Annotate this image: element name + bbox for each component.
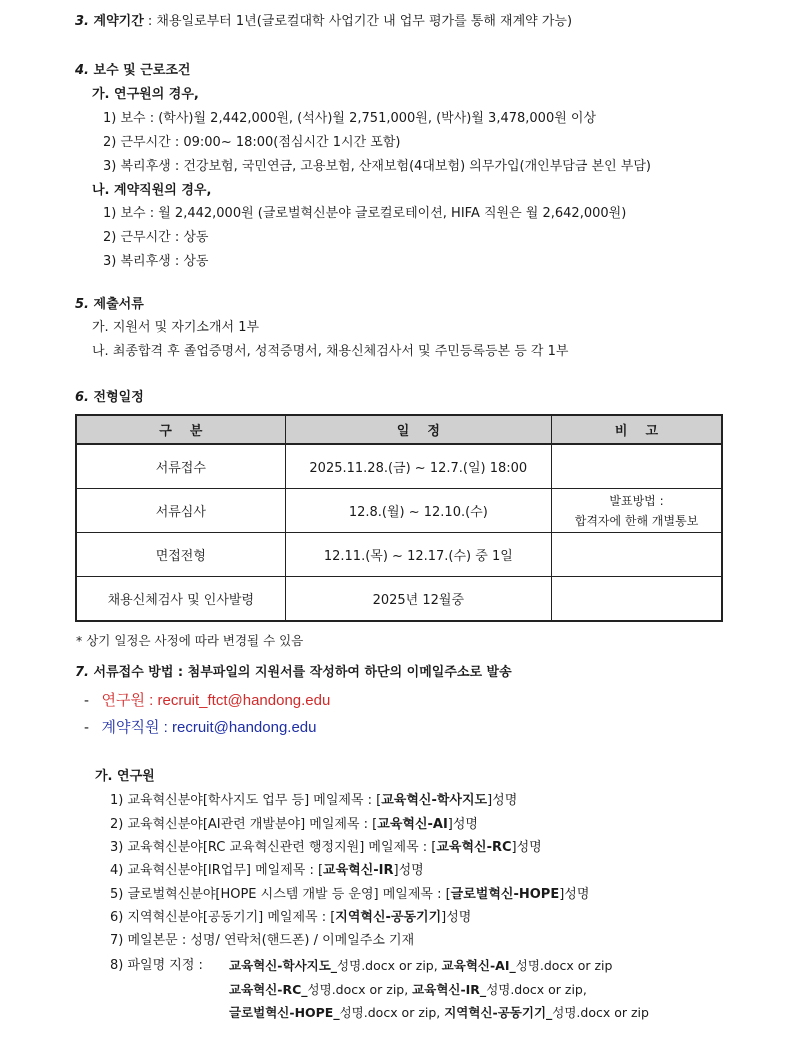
section-6-heading: [75, 390, 144, 406]
filename-bold: 지역혁신-공동기기_: [444, 1005, 553, 1020]
table-row: [76, 533, 722, 577]
documents-item: 가. 지원서 및 자기소개서 1부: [92, 320, 260, 335]
researcher-subheading: 가. 연구원의 경우,: [92, 87, 199, 102]
remark-cell: [552, 489, 722, 533]
item-text: 6) 지역혁신분야[공동기기] 메일제목 : [: [110, 910, 336, 925]
staff-email-link[interactable]: recruit@handong.edu: [171, 719, 317, 736]
dash: -: [84, 719, 89, 736]
subject-item: [110, 887, 589, 903]
section-title: 계약기간: [93, 14, 144, 29]
section-title: 보수 및 근로조건: [93, 63, 191, 78]
date-cell: 12.11.(목) ~ 12.17.(수) 중 1일: [285, 533, 551, 577]
filename-label: 8) 파일명 지정 :: [110, 958, 203, 973]
item-suffix: ]성명: [441, 910, 472, 925]
contract-staff-subheading: 나. 계약직원의 경우,: [92, 183, 212, 198]
email-line-staff: [84, 716, 316, 737]
header-remark: 비 고: [552, 415, 722, 444]
item-text: 3) 교육혁신분야[RC 교육혁신관련 행정지원] 메일제목 : [: [110, 840, 437, 855]
filename-ext: 성명.docx or zip,: [339, 1005, 445, 1020]
filename-bold: 교육혁신-AI_: [441, 958, 516, 973]
email-line-researcher: [84, 689, 330, 710]
filename-bold: 교육혁신-학사지도_: [229, 958, 338, 973]
remark-cell: [552, 444, 722, 489]
section-number: 5.: [75, 297, 89, 312]
date-cell: 12.8.(월) ~ 12.10.(수): [285, 489, 551, 533]
item-suffix: ]성명: [447, 817, 478, 832]
email-label: 연구원 :: [101, 692, 158, 709]
item-subject: 교육혁신-IR: [323, 863, 394, 878]
table-row: [76, 444, 722, 489]
item-text: 4) 교육혁신분야[IR업무] 메일제목 : [: [110, 863, 324, 878]
filename-ext: 성명.docx or zip,: [307, 982, 413, 997]
section-number: 4.: [75, 63, 89, 78]
section-title: 제출서류: [93, 297, 144, 312]
filename-line: [229, 982, 587, 998]
email-label: 계약직원 :: [101, 719, 172, 736]
subject-item: [110, 793, 517, 809]
filename-ext: 성명.docx or zip: [552, 1005, 649, 1020]
section-number: 7.: [75, 665, 89, 680]
filename-bold: 글로벌혁신-HOPE_: [229, 1005, 340, 1020]
header-date: 일 정: [285, 415, 551, 444]
stage-cell: 서류심사: [76, 489, 285, 533]
filename-bold: 교육혁신-IR_: [412, 982, 487, 997]
section-5-heading: [75, 297, 144, 313]
section-3-heading: [75, 14, 572, 30]
remark-cell: [552, 533, 722, 577]
staff-benefits: 3) 복리후생 : 상동: [103, 254, 209, 269]
section-7-heading: [75, 665, 512, 681]
schedule-note: * 상기 일정은 사정에 따라 변경될 수 있음: [76, 633, 304, 648]
remark-line: 발표방법 :: [609, 493, 664, 508]
item-subject: 교육혁신-AI: [377, 817, 448, 832]
date-cell: 2025.11.28.(금) ~ 12.7.(일) 18:00: [285, 444, 551, 489]
stage-cell: 채용신체검사 및 인사발령: [76, 577, 285, 622]
item-suffix: ]성명: [511, 840, 542, 855]
stage-cell: 면접전형: [76, 533, 285, 577]
filename-bold: 교육혁신-RC_: [229, 982, 308, 997]
subject-item: [110, 910, 471, 926]
subject-item: [110, 817, 478, 833]
section-number: 6.: [75, 390, 89, 405]
item-suffix: ]성명: [393, 863, 424, 878]
item-subject: 교육혁신-학사지도: [381, 793, 488, 808]
researcher-salary: 1) 보수 : (학사)월 2,442,000원, (석사)월 2,751,000원, (박사)월 3,478,000원 이상: [103, 111, 597, 126]
filename-line: [229, 1005, 649, 1021]
remark-line: 합격자에 한해 개별통보: [574, 513, 699, 528]
table-row: [76, 577, 722, 622]
mail-body-item: 7) 메일본문 : 성명/ 연락처(핸드폰) / 이메일주소 기재: [110, 933, 415, 948]
staff-hours: 2) 근무시간 : 상동: [103, 230, 209, 245]
dash: -: [84, 692, 89, 709]
stage-cell: 서류접수: [76, 444, 285, 489]
subject-item: [110, 840, 542, 856]
contract-period-text: : 채용일로부터 1년(글로컬대학 사업기간 내 업무 평가를 통해 재계약 가능): [143, 14, 573, 29]
staff-salary: 1) 보수 : 월 2,442,000원 (글로벌혁신분야 글로컬로테이션, HIFA 직원은 월 2,642,000원): [103, 206, 627, 221]
researcher-hours: 2) 근무시간 : 09:00~ 18:00(점심시간 1시간 포함): [103, 135, 401, 150]
researcher-benefits: 3) 복리후생 : 건강보험, 국민연금, 고용보험, 산재보험(4대보험) 의무가입(개인부담금 본인 부담): [103, 159, 651, 174]
item-subject: 교육혁신-RC: [436, 840, 512, 855]
filename-ext: 성명.docx or zip: [515, 958, 613, 973]
item-subject: 글로벌혁신-HOPE: [450, 887, 560, 902]
item-suffix: ]성명: [487, 793, 518, 808]
item-text: 5) 글로벌혁신분야[HOPE 시스템 개발 등 운영] 메일제목 : [: [110, 887, 451, 902]
section-4-heading: [75, 63, 190, 79]
documents-item: 나. 최종합격 후 졸업증명서, 성적증명서, 채용신체검사서 및 주민등록등본 등 각 1부: [92, 344, 569, 359]
header-stage: 구 분: [76, 415, 285, 444]
filename-ext: 성명.docx or zip,: [337, 958, 442, 973]
section-number: 3.: [75, 14, 89, 29]
table-row: [76, 489, 722, 533]
table-header-row: [76, 415, 722, 444]
filename-ext: 성명.docx or zip,: [486, 982, 587, 997]
section-title: 서류접수 방법 : 첨부파일의 지원서를 작성하여 하단의 이메일주소로 발송: [93, 665, 512, 680]
remark-cell: [552, 577, 722, 622]
schedule-table: [75, 414, 723, 622]
section-title: 전형일정: [93, 390, 144, 405]
item-text: 1) 교육혁신분야[학사지도 업무 등] 메일제목 : [: [110, 793, 382, 808]
item-text: 2) 교육혁신분야[AI관련 개발분야] 메일제목 : [: [110, 817, 378, 832]
filename-line: [229, 958, 612, 974]
date-cell: 2025년 12월중: [285, 577, 551, 622]
researcher-section-title: 가. 연구원: [95, 769, 155, 784]
item-subject: 지역혁신-공동기기: [335, 910, 442, 925]
researcher-email-link[interactable]: recruit_ftct@handong.edu: [157, 692, 331, 709]
item-suffix: ]성명: [559, 887, 590, 902]
subject-item: [110, 863, 424, 879]
